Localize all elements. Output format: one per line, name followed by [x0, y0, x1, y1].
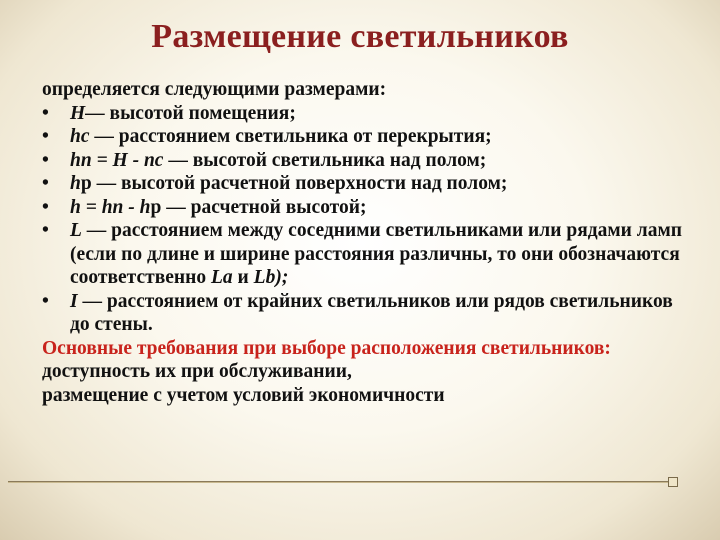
bullet-item [42, 290, 682, 337]
bullet-text: — высотой светильника над полом; [163, 149, 487, 171]
bullet-text: р — высотой расчетной поверхности над полом; [80, 173, 508, 194]
bullet-symbol-text: hc [70, 126, 90, 147]
bullet-list [42, 102, 682, 337]
bullet-marker: • [42, 173, 49, 194]
bullet-marker: • [42, 102, 49, 124]
bullet-marker: • [42, 220, 49, 241]
requirements-heading: Основные требования при выборе расположения светильников: [42, 337, 611, 359]
bullet-symbol-text: Lb); [253, 267, 289, 288]
bullet-symbol-text: La [211, 267, 233, 288]
bullet-item [42, 172, 682, 196]
bullet-marker: • [42, 196, 49, 218]
bullet-text: — расстоянием от крайних светильников или рядов светильников до стены. [70, 290, 673, 335]
bullet-text: р — расчетной высотой; [150, 196, 367, 218]
bullet-item [42, 125, 682, 149]
requirement-item: размещение с учетом условий экономичности [42, 384, 445, 406]
divider-ornament [668, 477, 678, 487]
bullet-text: — расстоянием светильника от перекрытия; [89, 126, 492, 147]
bullet-item [42, 102, 682, 126]
bullet-symbol-text: L [70, 220, 82, 241]
bullet-item [42, 149, 682, 173]
bullet-symbol-text: h = hп - h [70, 196, 151, 218]
bullet-marker: • [42, 126, 49, 147]
bullet-symbol-text: h [70, 173, 81, 194]
bullet-text: и [232, 267, 254, 288]
bottom-divider-line [8, 481, 674, 483]
intro-text: определяется следующими размерами: [42, 79, 387, 100]
requirement-item: доступность их при обслуживании, [42, 361, 352, 382]
slide-title: Размещение светильников [151, 18, 569, 55]
slide-content [42, 78, 682, 407]
bullet-symbol-text: Н [70, 102, 86, 124]
bullet-item [42, 219, 682, 290]
bullet-text: — расстоянием между соседними светильниками или рядами ламп (если по длине и ширине расстояния различны, то они обозначаются соответственно [70, 220, 682, 288]
bullet-symbol-text: hп = Н - пс [70, 149, 164, 171]
bullet-text: — высотой помещения; [85, 102, 296, 124]
bullet-item [42, 196, 682, 220]
bullet-symbol-text: I [70, 290, 78, 312]
bullet-marker: • [42, 149, 49, 171]
bullet-marker: • [42, 290, 49, 312]
